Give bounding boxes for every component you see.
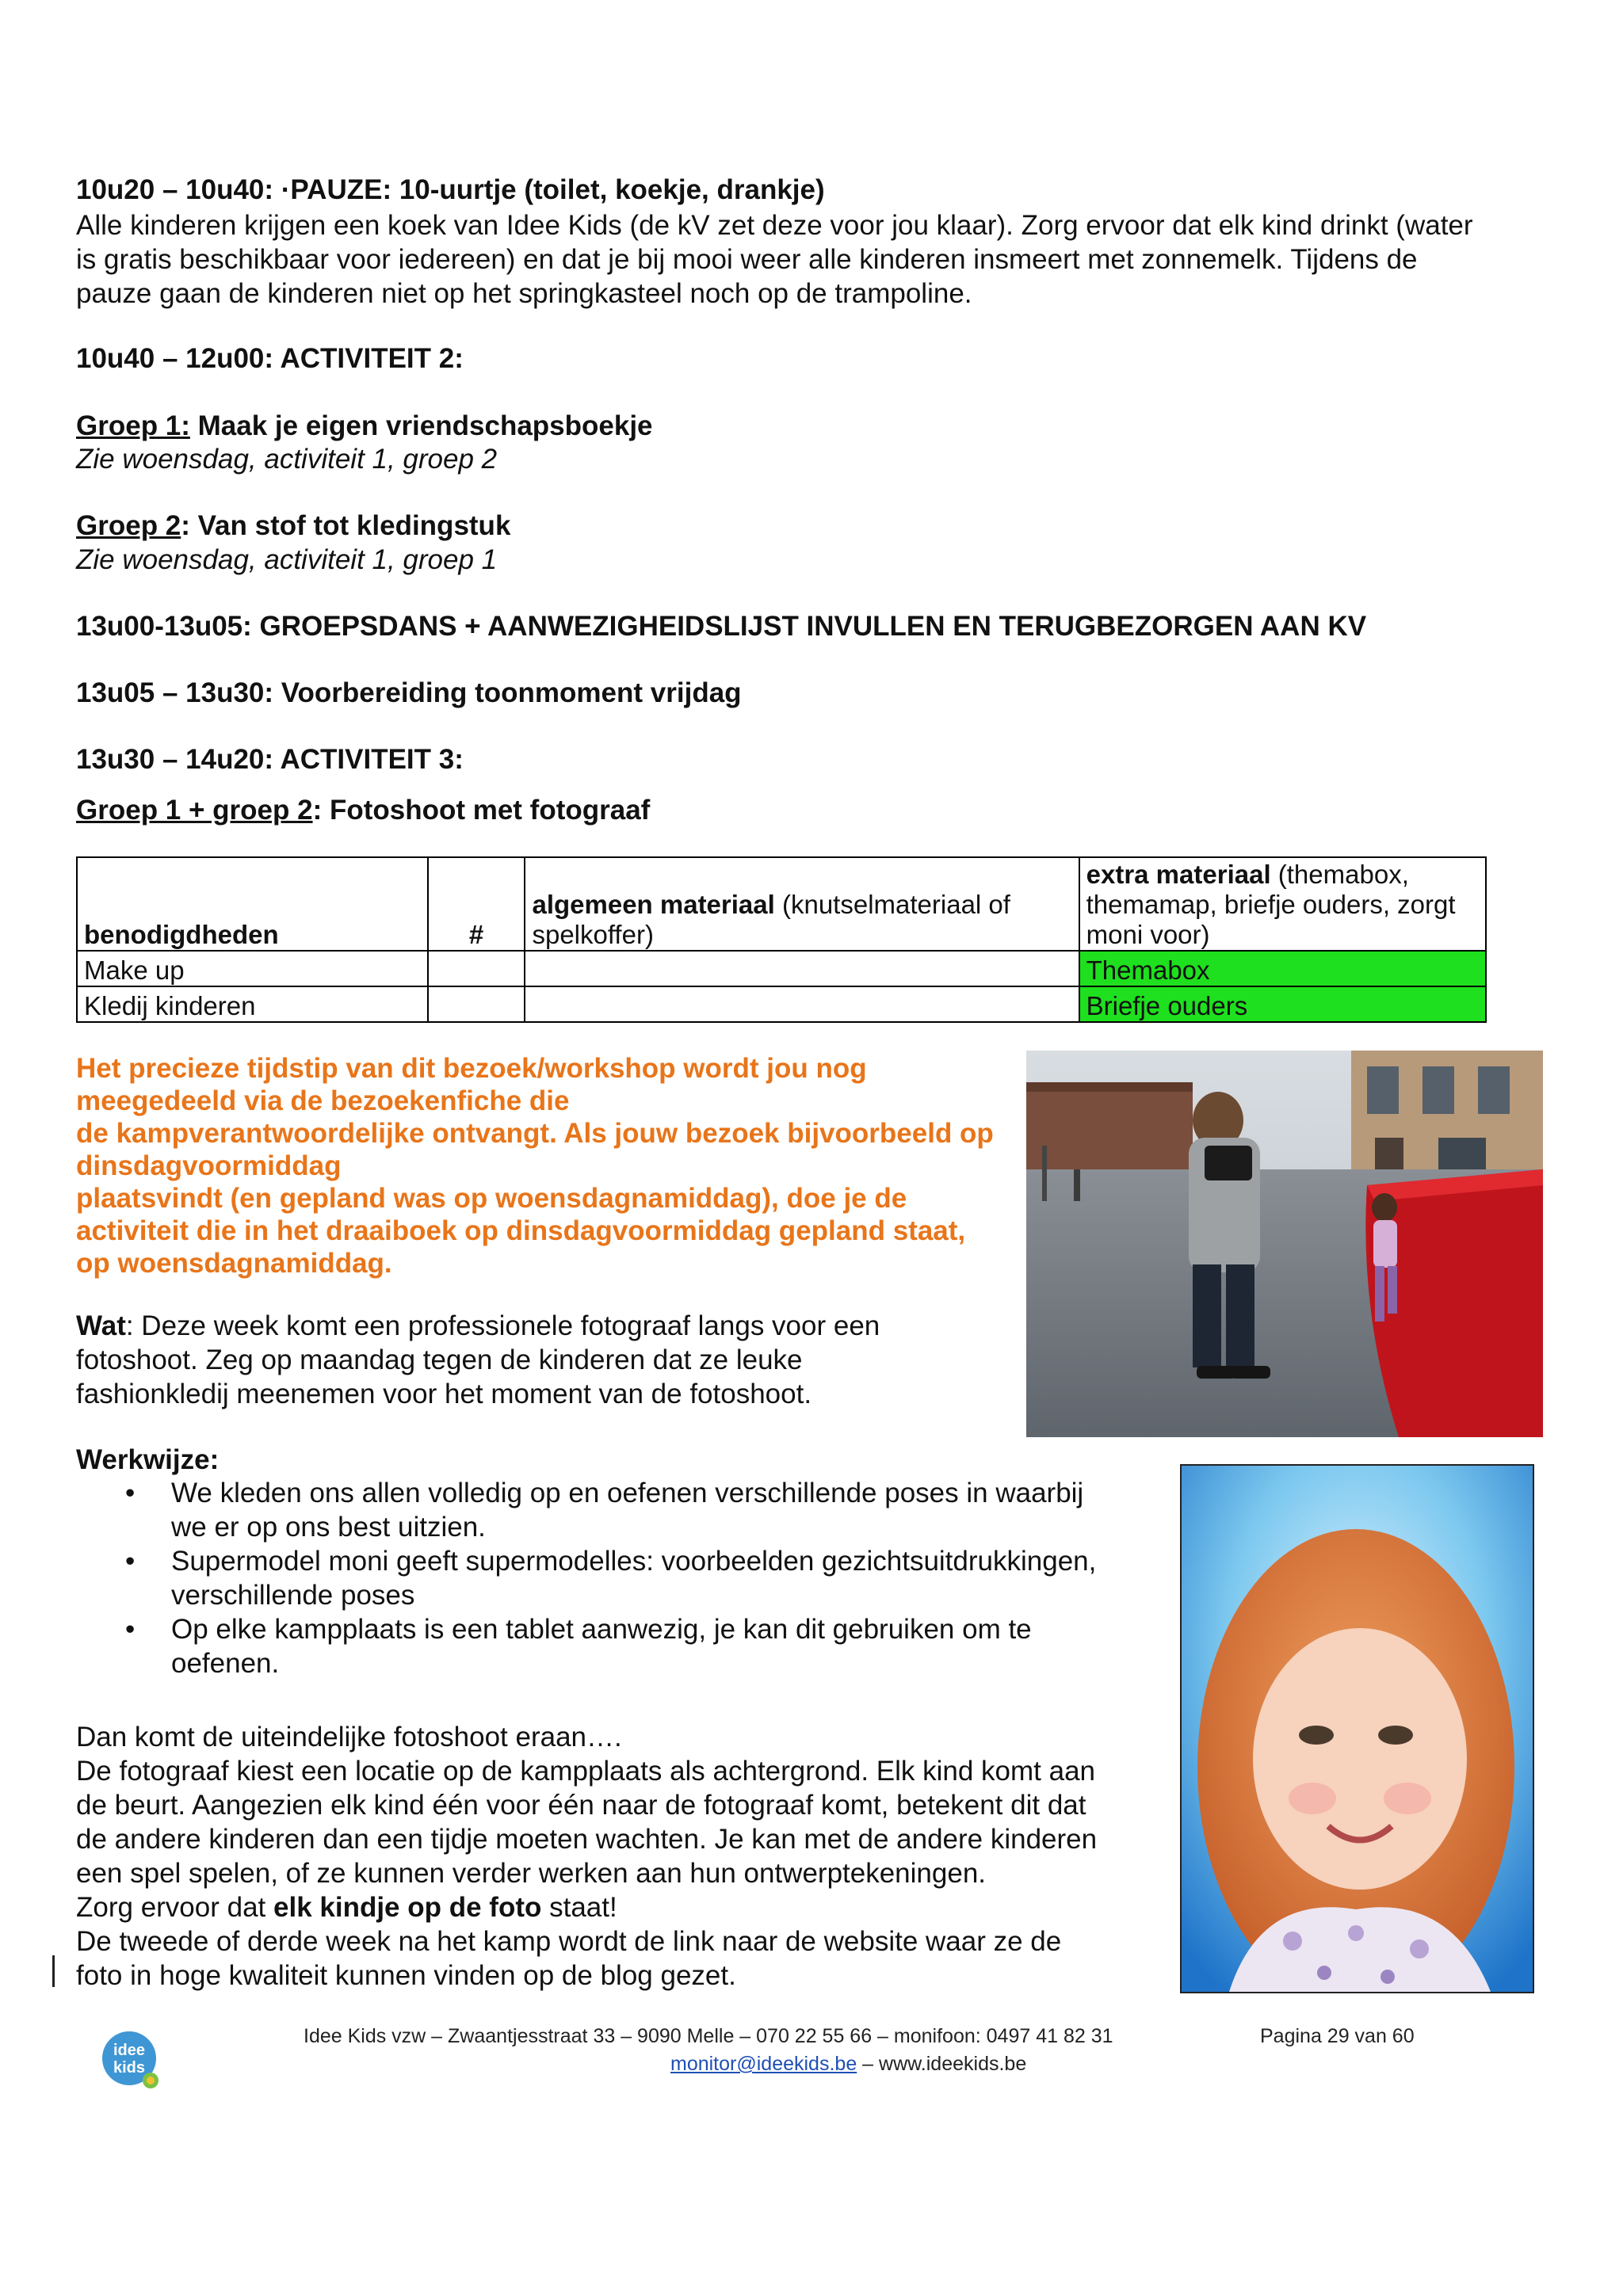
closing-section xyxy=(76,1720,1170,1993)
list-item xyxy=(125,1544,1249,1612)
list-item-line: We kleden ons allen volledig op en oefenen verschillende poses in waarbij xyxy=(171,1478,1084,1508)
closing-line: De tweede of derde week na het kamp wordt de link naar de website waar ze de xyxy=(76,1926,1062,1957)
closing-line: Dan komt de uiteindelijke fotoshoot eraan…. xyxy=(76,1722,622,1753)
header-count: # xyxy=(428,857,525,951)
cell-general xyxy=(525,951,1079,986)
closing-line xyxy=(76,1890,1170,1924)
table-row xyxy=(77,951,1486,986)
table-row xyxy=(77,986,1486,1022)
footer-contact xyxy=(670,2050,1026,2077)
list-item-line: Supermodel moni geeft supermodelles: voorbeelden gezichtsuitdrukkingen, xyxy=(171,1546,1097,1577)
idee-kids-logo xyxy=(100,2030,162,2092)
wat-line-3: fashionkledij meenemen voor het moment van de fotoshoot. xyxy=(76,1379,812,1409)
cell-general xyxy=(525,986,1079,1022)
wat-line-2: fotoshoot. Zeg op maandag tegen de kinderen dat ze leuke xyxy=(76,1344,803,1375)
list-item-line: Op elke kampplaats is een tablet aanwezig, je kan dit gebruiken om te xyxy=(171,1614,1032,1645)
closing-line: foto in hoge kwaliteit kunnen vinden op de blog gezet. xyxy=(76,1960,736,1991)
group1-title: Maak je eigen vriendschapsboekje xyxy=(189,410,653,441)
visit-notice xyxy=(76,1052,1011,1280)
list-item xyxy=(125,1476,1249,1544)
closing-pre: Zorg ervoor dat xyxy=(76,1892,273,1923)
notice-line: meegedeeld via de bezoekenfiche die xyxy=(76,1085,570,1116)
pause-line-3: pauze gaan de kinderen niet op het springkasteel noch op de trampoline. xyxy=(76,278,972,309)
notice-line: plaatsvindt (en gepland was op woensdagnamiddag), doe je de xyxy=(76,1183,907,1214)
header-extra-rest: (themabox, themamap, briefje ouders, zorgt moni voor) xyxy=(1086,860,1456,949)
list-item-line: verschillende poses xyxy=(171,1580,415,1611)
group1-note: Zie woensdag, activiteit 1, groep 2 xyxy=(76,444,498,475)
notice-line: Het precieze tijdstip van dit bezoek/workshop wordt jou nog xyxy=(76,1053,867,1084)
cell-count xyxy=(428,986,525,1022)
footer-email-link[interactable]: monitor@ideekids.be xyxy=(670,2053,857,2075)
cell-extra: Themabox xyxy=(1079,951,1486,986)
logo-text-1: idee xyxy=(113,2042,146,2059)
closing-line: de andere kinderen dan een tijdje moeten wachten. Je kan met de andere kinderen xyxy=(76,1824,1098,1855)
wat-line-1 xyxy=(76,1309,1011,1343)
bullet-icon: • xyxy=(125,1614,136,1645)
change-bar xyxy=(52,1955,55,1987)
list-item-line: we er op ons best uitzien. xyxy=(171,1512,486,1543)
logo-text-2: kids xyxy=(113,2059,146,2077)
groups-title: : Fotoshoot met fotograaf xyxy=(312,795,651,826)
voorbereiding-heading: 13u05 – 13u30: Voorbereiding toonmoment vrijdag xyxy=(76,677,742,708)
header-extra xyxy=(1079,857,1486,951)
wat-text: : Deze week komt een professionele fotograaf langs voor een xyxy=(125,1310,880,1341)
list-item xyxy=(125,1612,1249,1680)
closing-post: staat! xyxy=(541,1892,617,1923)
header-algemeen-bold: algemeen materiaal xyxy=(532,890,775,919)
closing-line: een spel spelen, of ze kunnen verder werken aan hun ontwerptekeningen. xyxy=(76,1858,987,1889)
activity2-heading: 10u40 – 12u00: ACTIVITEIT 2: xyxy=(76,343,464,374)
photographer-photo xyxy=(1026,1051,1543,1437)
cell-count xyxy=(428,951,525,986)
cell-item: Make up xyxy=(77,951,428,986)
closing-bold: elk kindje op de foto xyxy=(273,1892,542,1923)
cell-extra: Briefje ouders xyxy=(1079,986,1486,1022)
footer-website: – www.ideekids.be xyxy=(857,2053,1027,2075)
header-benodigdheden: benodigdheden xyxy=(77,857,428,951)
list-item-line: oefenen. xyxy=(171,1648,280,1679)
cell-item: Kledij kinderen xyxy=(77,986,428,1022)
werkwijze-heading: Werkwijze: xyxy=(76,1444,220,1475)
notice-line: op woensdagnamiddag. xyxy=(76,1248,392,1279)
group1-label: Groep 1: xyxy=(76,410,190,441)
pause-heading: 10u20 – 10u40: ·PAUZE: 10-uurtje (toilet, koekje, drankje) xyxy=(76,174,825,205)
bullet-icon: • xyxy=(125,1546,136,1577)
pause-line-1: Alle kinderen krijgen een koek van Idee Kids (de kV zet deze voor jou klaar). Zorg ervoor dat elk kind drinkt (water xyxy=(76,210,1473,241)
header-algemeen xyxy=(525,857,1079,951)
wat-section xyxy=(76,1309,1011,1411)
footer-address: Idee Kids vzw – Zwaantjesstraat 33 – 9090 Melle – 070 22 55 66 – monifoon: 0497 41 82 31 xyxy=(304,2025,1113,2047)
group2-title: : Van stof tot kledingstuk xyxy=(181,510,511,541)
groups-heading xyxy=(76,793,650,827)
group2-note: Zie woensdag, activiteit 1, groep 1 xyxy=(76,544,498,575)
group2-label: Groep 2 xyxy=(76,510,181,541)
footer-page-number: Pagina 29 van 60 xyxy=(1260,2025,1415,2047)
materials-table xyxy=(76,856,1487,1023)
wat-label: Wat xyxy=(76,1310,126,1341)
groups-label: Groep 1 + groep 2 xyxy=(76,795,313,826)
header-algemeen-rest: (knutselmateriaal of spelkoffer) xyxy=(532,890,1010,949)
group2-heading xyxy=(76,509,510,543)
groepsdans-heading: 13u00-13u05: GROEPSDANS + AANWEZIGHEIDSLIJST INVULLEN EN TERUGBEZORGEN AAN KV xyxy=(76,611,1367,642)
group1-heading xyxy=(76,409,653,443)
werkwijze-list xyxy=(76,1476,1249,1680)
girl-portrait-photo xyxy=(1180,1464,1534,1993)
closing-line: de beurt. Aangezien elk kind één voor één naar de fotograaf komt, betekent dit dat xyxy=(76,1790,1086,1821)
notice-line: dinsdagvoormiddag xyxy=(76,1150,342,1181)
pause-line-2: is gratis beschikbaar voor iedereen) en dat je bij mooi weer alle kinderen insmeert met zonnemelk. Tijdens de xyxy=(76,244,1418,275)
notice-line: activiteit die in het draaiboek op dinsdagvoormiddag gepland staat, xyxy=(76,1215,966,1246)
closing-line: De fotograaf kiest een locatie op de kampplaats als achtergrond. Elk kind komt aan xyxy=(76,1756,1096,1787)
notice-line: de kampverantwoordelijke ontvangt. Als jouw bezoek bijvoorbeeld op xyxy=(76,1118,994,1149)
activity3-heading: 13u30 – 14u20: ACTIVITEIT 3: xyxy=(76,744,464,775)
header-extra-bold: extra materiaal xyxy=(1086,860,1271,889)
table-header-row xyxy=(77,857,1486,951)
bullet-icon: • xyxy=(125,1478,136,1508)
